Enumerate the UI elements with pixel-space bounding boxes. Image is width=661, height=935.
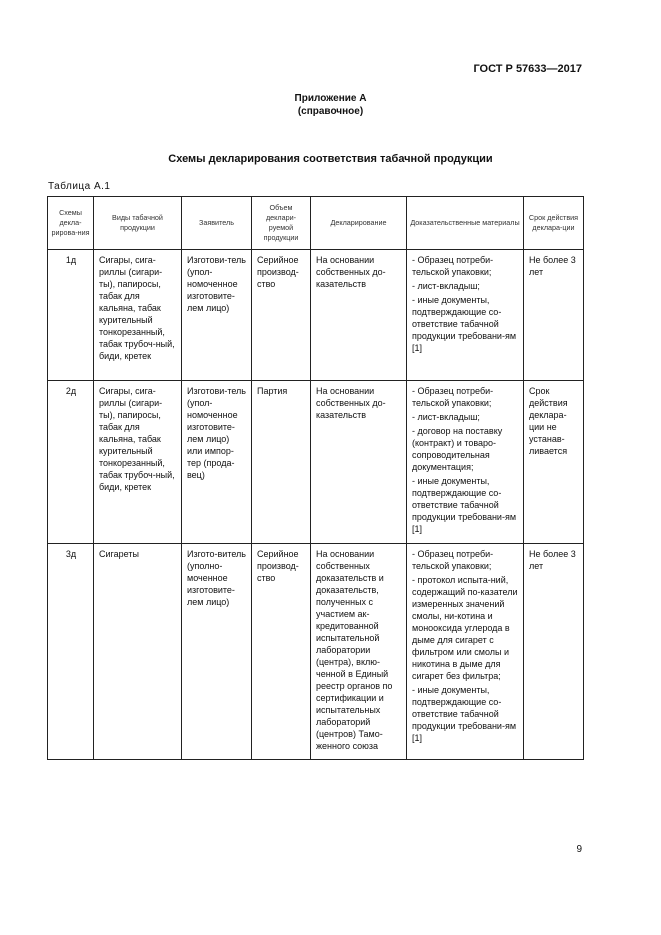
cell-volume: Партия <box>252 381 311 544</box>
cell-applicant: Изготови-тель (упол-номоченное изготовите-лем лицо) или импор-тер (прода-вец) <box>182 381 252 544</box>
evidence-item: - Образец потреби-тельской упаковки; <box>412 548 519 572</box>
header-declaration: Декларирование <box>311 197 407 250</box>
cell-evidence <box>407 381 524 544</box>
cell-volume: Серийное производ-ство <box>252 544 311 760</box>
standard-number: ГОСТ Р 57633—2017 <box>473 63 582 75</box>
page-number: 9 <box>576 844 582 855</box>
cell-products: Сигары, сига-риллы (сигари-ты), папиросы, табак для кальяна, табак курительный тонкорезанный, табак трубоч-ный, биди, кретек <box>94 381 182 544</box>
evidence-item: - лист-вкладыш; <box>412 411 519 423</box>
table-row <box>48 544 584 760</box>
evidence-item: - Образец потреби-тельской упаковки; <box>412 385 519 409</box>
evidence-item: - Образец потреби-тельской упаковки; <box>412 254 519 278</box>
cell-evidence <box>407 250 524 381</box>
evidence-item: - иные документы, подтверждающие со-ответствие табачной продукции требовани-ям [1] <box>412 294 519 354</box>
cell-declaration: На основании собственных до-казательств <box>311 381 407 544</box>
cell-volume: Серийное производ-ство <box>252 250 311 381</box>
cell-scheme: 2д <box>48 381 94 544</box>
header-products: Виды табачной продукции <box>94 197 182 250</box>
cell-declaration: На основании собственных доказательств и доказательств, полученных с участием ак-кредитованной испытательной лаборатории (центра), вклю-ченной в Единый реестр органов по сертификации и испытательных лабораторий (центров) Тамо-женного союза <box>311 544 407 760</box>
annex-header <box>0 92 661 118</box>
cell-applicant: Изготови-тель (упол-номоченное изготовите-лем лицо) <box>182 250 252 381</box>
annex-title: Приложение А <box>294 93 367 104</box>
header-scheme: Схемы декла-рирова-ния <box>48 197 94 250</box>
cell-validity: Срок действия деклара-ции не устанав-ливается <box>524 381 584 544</box>
cell-scheme: 3д <box>48 544 94 760</box>
section-heading: Схемы декларирования соответствия табачной продукции <box>168 153 493 165</box>
evidence-item: - протокол испыта-ний, содержащий по-казатели измеренных значений смолы, ни-котина и монооксида углерода в дыме для сигарет с фильтром или смолы и никотина в дыме для сигарет без фильтра; <box>412 574 519 682</box>
header-evidence: Доказательственные материалы <box>407 197 524 250</box>
header-applicant: Заявитель <box>182 197 252 250</box>
cell-scheme: 1д <box>48 250 94 381</box>
cell-validity: Не более 3 лет <box>524 250 584 381</box>
cell-products: Сигареты <box>94 544 182 760</box>
cell-applicant: Изгото-витель (уполно-моченное изготовите-лем лицо) <box>182 544 252 760</box>
header-validity: Срок действия деклара-ции <box>524 197 584 250</box>
evidence-item: - лист-вкладыш; <box>412 280 519 292</box>
annex-note: (справочное) <box>297 106 364 117</box>
table-header-row <box>48 197 584 250</box>
evidence-item: - договор на поставку (контракт) и товаро-сопроводительная документация; <box>412 425 519 473</box>
cell-validity: Не более 3 лет <box>524 544 584 760</box>
evidence-item: - иные документы, подтверждающие со-ответствие табачной продукции требовани-ям [1] <box>412 684 519 744</box>
table-row <box>48 381 584 544</box>
evidence-item: - иные документы, подтверждающие со-ответствие табачной продукции требовани-ям [1] <box>412 475 519 535</box>
cell-products: Сигары, сига-риллы (сигари-ты), папиросы, табак для кальяна, табак курительный тонкорезанный, табак трубоч-ный, биди, кретек <box>94 250 182 381</box>
table-row <box>48 250 584 381</box>
cell-evidence <box>407 544 524 760</box>
cell-declaration: На основании собственных до-казательств <box>311 250 407 381</box>
declaration-schemes-table <box>47 196 584 760</box>
table-label: Таблица А.1 <box>48 181 111 192</box>
header-volume: Объем деклари-руемой продукции <box>252 197 311 250</box>
